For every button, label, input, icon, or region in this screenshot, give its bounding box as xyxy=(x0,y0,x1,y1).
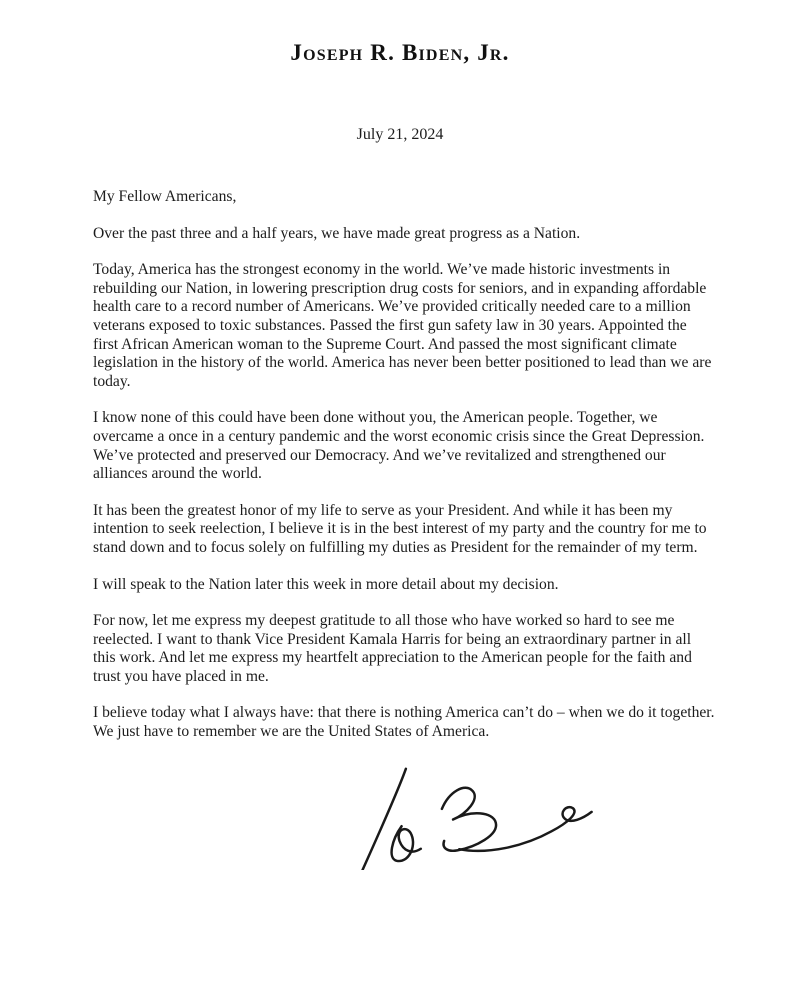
letter-paragraph: I believe today what I always have: that there is nothing America can’t do – when we do it together. We just have to remember we are the United States of America. xyxy=(93,704,715,741)
letter-paragraph: For now, let me express my deepest gratitude to all those who have worked so hard to see me reelected. I want to thank Vice President Kamala Harris for being an extraordinary partner in all this work. And let me express my heartfelt appreciation to the American people for the faith and trust you have placed in me. xyxy=(93,612,692,685)
joe-biden-signature-icon xyxy=(343,760,633,870)
letter-paragraph: I will speak to the Nation later this week in more detail about my decision. xyxy=(93,575,559,593)
letter-paragraph: It has been the greatest honor of my life to serve as your President. And while it has been my intention to seek reelection, I believe it is in the best interest of my party and the country for me to stand down and to focus solely on fulfilling my duties as President for the remainder of my term. xyxy=(93,501,707,556)
letter-paragraph: I know none of this could have been done without you, the American people. Together, we overcame a once in a century pandemic and the worst economic crisis since the Great Depression. We’ve protected and preserved our Democracy. And we’ve revitalized and strengthened our alliances around the world. xyxy=(93,409,705,483)
letter-paragraph: Today, America has the strongest economy in the world. We’ve made historic investments in rebuilding our Nation, in lowering prescription drug costs for seniors, and in expanding affordable health care to a record number of Americans. We’ve provided critically needed care to a million veterans exposed to toxic substances. Passed the first gun safety law in 30 years. Appointed the first African American woman to the Supreme Court. And passed the most significant climate legislation in the history of the world. America has never been better positioned to lead than we are today. xyxy=(93,261,712,390)
letter-paragraph: Over the past three and a half years, we have made great progress as a Nation. xyxy=(93,224,581,242)
letterhead-name: Joseph R. Biden, Jr. xyxy=(290,40,510,65)
letter-body xyxy=(93,188,715,870)
salutation: My Fellow Americans, xyxy=(93,188,237,205)
date-line: July 21, 2024 xyxy=(356,126,444,143)
